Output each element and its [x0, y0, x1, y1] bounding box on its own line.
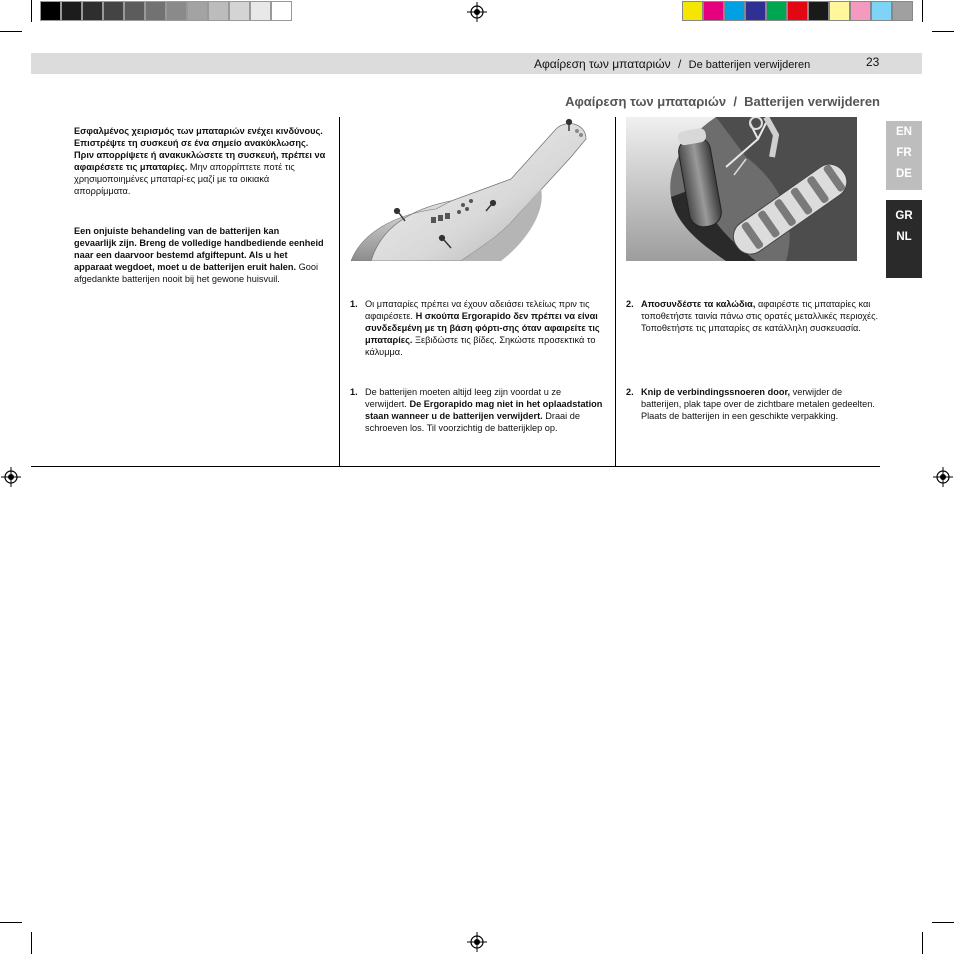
warning-dutch [74, 225, 324, 285]
step-2-number: 2. [626, 299, 634, 309]
crop-mark-bottom-left-h [0, 922, 22, 923]
gray-swatch [61, 1, 82, 21]
gray-swatch [40, 1, 61, 21]
crop-mark-top-left-h [0, 31, 22, 32]
color-swatch [787, 1, 808, 21]
color-swatch [850, 1, 871, 21]
registration-mark-top-icon [467, 2, 487, 22]
bottom-rule [31, 466, 880, 467]
registration-mark-right-icon [933, 467, 953, 487]
step-1-greek-normal2: Ξεβιδώστε τις βίδες. Σηκώστε προσεκτικά το κάλυμμα. [365, 335, 596, 357]
color-swatch [808, 1, 829, 21]
step-1-dutch-bold: De Ergorapido mag niet in het oplaadstation staan wanneer u de batterijen verwijdert. [365, 399, 603, 421]
gray-swatch [271, 1, 292, 21]
step-2-dutch-bold: Knip de verbindingssnoeren door, [641, 387, 791, 397]
tab-en[interactable]: EN [896, 126, 912, 138]
color-swatch [682, 1, 703, 21]
step-2-number-dutch: 2. [626, 387, 634, 397]
crop-mark-top-left-v [31, 0, 32, 22]
color-swatch [724, 1, 745, 21]
warning-greek-normal: Μην απορρίπτετε ποτέ τις χρησιμοποιημένες μπαταρί-ες μαζί με τα οικιακά απορρίμματα. [74, 162, 295, 196]
gray-swatch [82, 1, 103, 21]
warning-dutch-bold: Een onjuiste behandeling van de batterijen kan gevaarlijk zijn. Breng de volledige handbediende eenheid naar een daarvoor bestemd afgiftepunt. Als u het apparaat wegdoet, moet u de batterijen eruit halen. [74, 226, 324, 272]
step-1-greek-text [365, 298, 604, 358]
gray-swatch [208, 1, 229, 21]
column-divider-1 [339, 117, 340, 466]
step-1-number: 1. [350, 299, 358, 309]
color-swatch [745, 1, 766, 21]
warning-greek-bold: Εσφαλμένος χειρισμός των μπαταριών ενέχει κινδύνους. Επιστρέψτε τη συσκευή σε ένα σημείο ανακύκλωσης. Πριν απορρίψετε ή ανακυκλώσετε τη συσκευή, πρέπει να αφαιρέσετε τις μπαταρίες. [74, 126, 326, 172]
running-header [534, 57, 810, 71]
color-swatch [892, 1, 913, 21]
crop-mark-bottom-left-v [31, 932, 32, 954]
step-2-greek-normal: αφαιρέστε τις μπαταρίες και τοποθετήστε ταινία πάνω στις ορατές μεταλλικές περιοχές. Τοποθετήστε τις μπαταρίες σε κατάλληλη συσκευασία. [641, 299, 879, 333]
gray-swatch [229, 1, 250, 21]
gray-swatch [103, 1, 124, 21]
color-swatch [829, 1, 850, 21]
step-1-dutch-normal1: De batterijen moeten altijd leeg zijn voordat u ze verwijdert. [365, 387, 562, 409]
header-dutch-title: De batterijen verwijderen [688, 59, 811, 71]
header-separator: / [677, 57, 682, 71]
page-number: 23 [866, 55, 880, 69]
step-1-dutch-normal2: Draai de schroeven los. Til voorzichtig de batterijklep op. [365, 411, 580, 433]
step-2-greek [626, 298, 882, 334]
color-swatch [871, 1, 892, 21]
step-1-dutch [350, 386, 604, 434]
gray-swatch [166, 1, 187, 21]
tab-nl[interactable]: NL [896, 231, 912, 243]
step-1-number-dutch: 1. [350, 387, 358, 397]
section-title: Αφαίρεση των μπαταριών / Batterijen verwijderen [565, 94, 880, 109]
gray-swatch [250, 1, 271, 21]
column-divider-2 [615, 117, 616, 466]
gray-swatch [145, 1, 166, 21]
gray-swatch [187, 1, 208, 21]
registration-mark-bottom-icon [467, 932, 487, 952]
step-2-dutch-text [641, 386, 876, 422]
step-1-greek-normal1: Οι μπαταρίες πρέπει να έχουν αδειάσει τελείως πριν τις αφαιρέσετε. [365, 299, 590, 321]
illustration-handunit-screws [341, 117, 604, 261]
gray-swatch [124, 1, 145, 21]
tab-gr[interactable]: GR [895, 210, 913, 222]
illustration-battery-pack [626, 117, 857, 261]
language-tabs-active [886, 200, 922, 278]
crop-mark-bottom-right-v [922, 932, 923, 954]
language-tabs-inactive [886, 121, 922, 190]
crop-mark-top-right-v [922, 0, 923, 22]
registration-mark-left-icon [1, 467, 21, 487]
crop-mark-top-right-h [932, 31, 954, 32]
color-swatch [703, 1, 724, 21]
step-2-dutch-normal: verwijder de batterijen, plak tape over de zichtbare metalen gedeelten. Plaats de batterijen in een geschikte verpakking. [641, 387, 875, 421]
step-2-dutch [626, 386, 876, 422]
step-2-greek-bold: Αποσυνδέστε τα καλώδια, [641, 299, 756, 309]
step-1-greek [350, 298, 604, 358]
header-greek-title: Αφαίρεση των μπαταριών [534, 57, 671, 71]
warning-dutch-normal: Gooi afgedankte batterijen nooit bij het gewone huisvuil. [74, 262, 319, 284]
warning-greek [74, 125, 328, 197]
color-swatch [766, 1, 787, 21]
step-1-greek-bold: Η σκούπα Ergorapido δεν πρέπει να είναι συνδεδεμένη με τη βάση φόρτι-σης όταν αφαιρείτε τις μπαταρίες. [365, 311, 600, 345]
step-1-dutch-text [365, 386, 604, 434]
tab-fr[interactable]: FR [896, 147, 912, 159]
step-2-greek-text [641, 298, 882, 334]
crop-mark-bottom-right-h [932, 922, 954, 923]
tab-de[interactable]: DE [896, 168, 912, 180]
